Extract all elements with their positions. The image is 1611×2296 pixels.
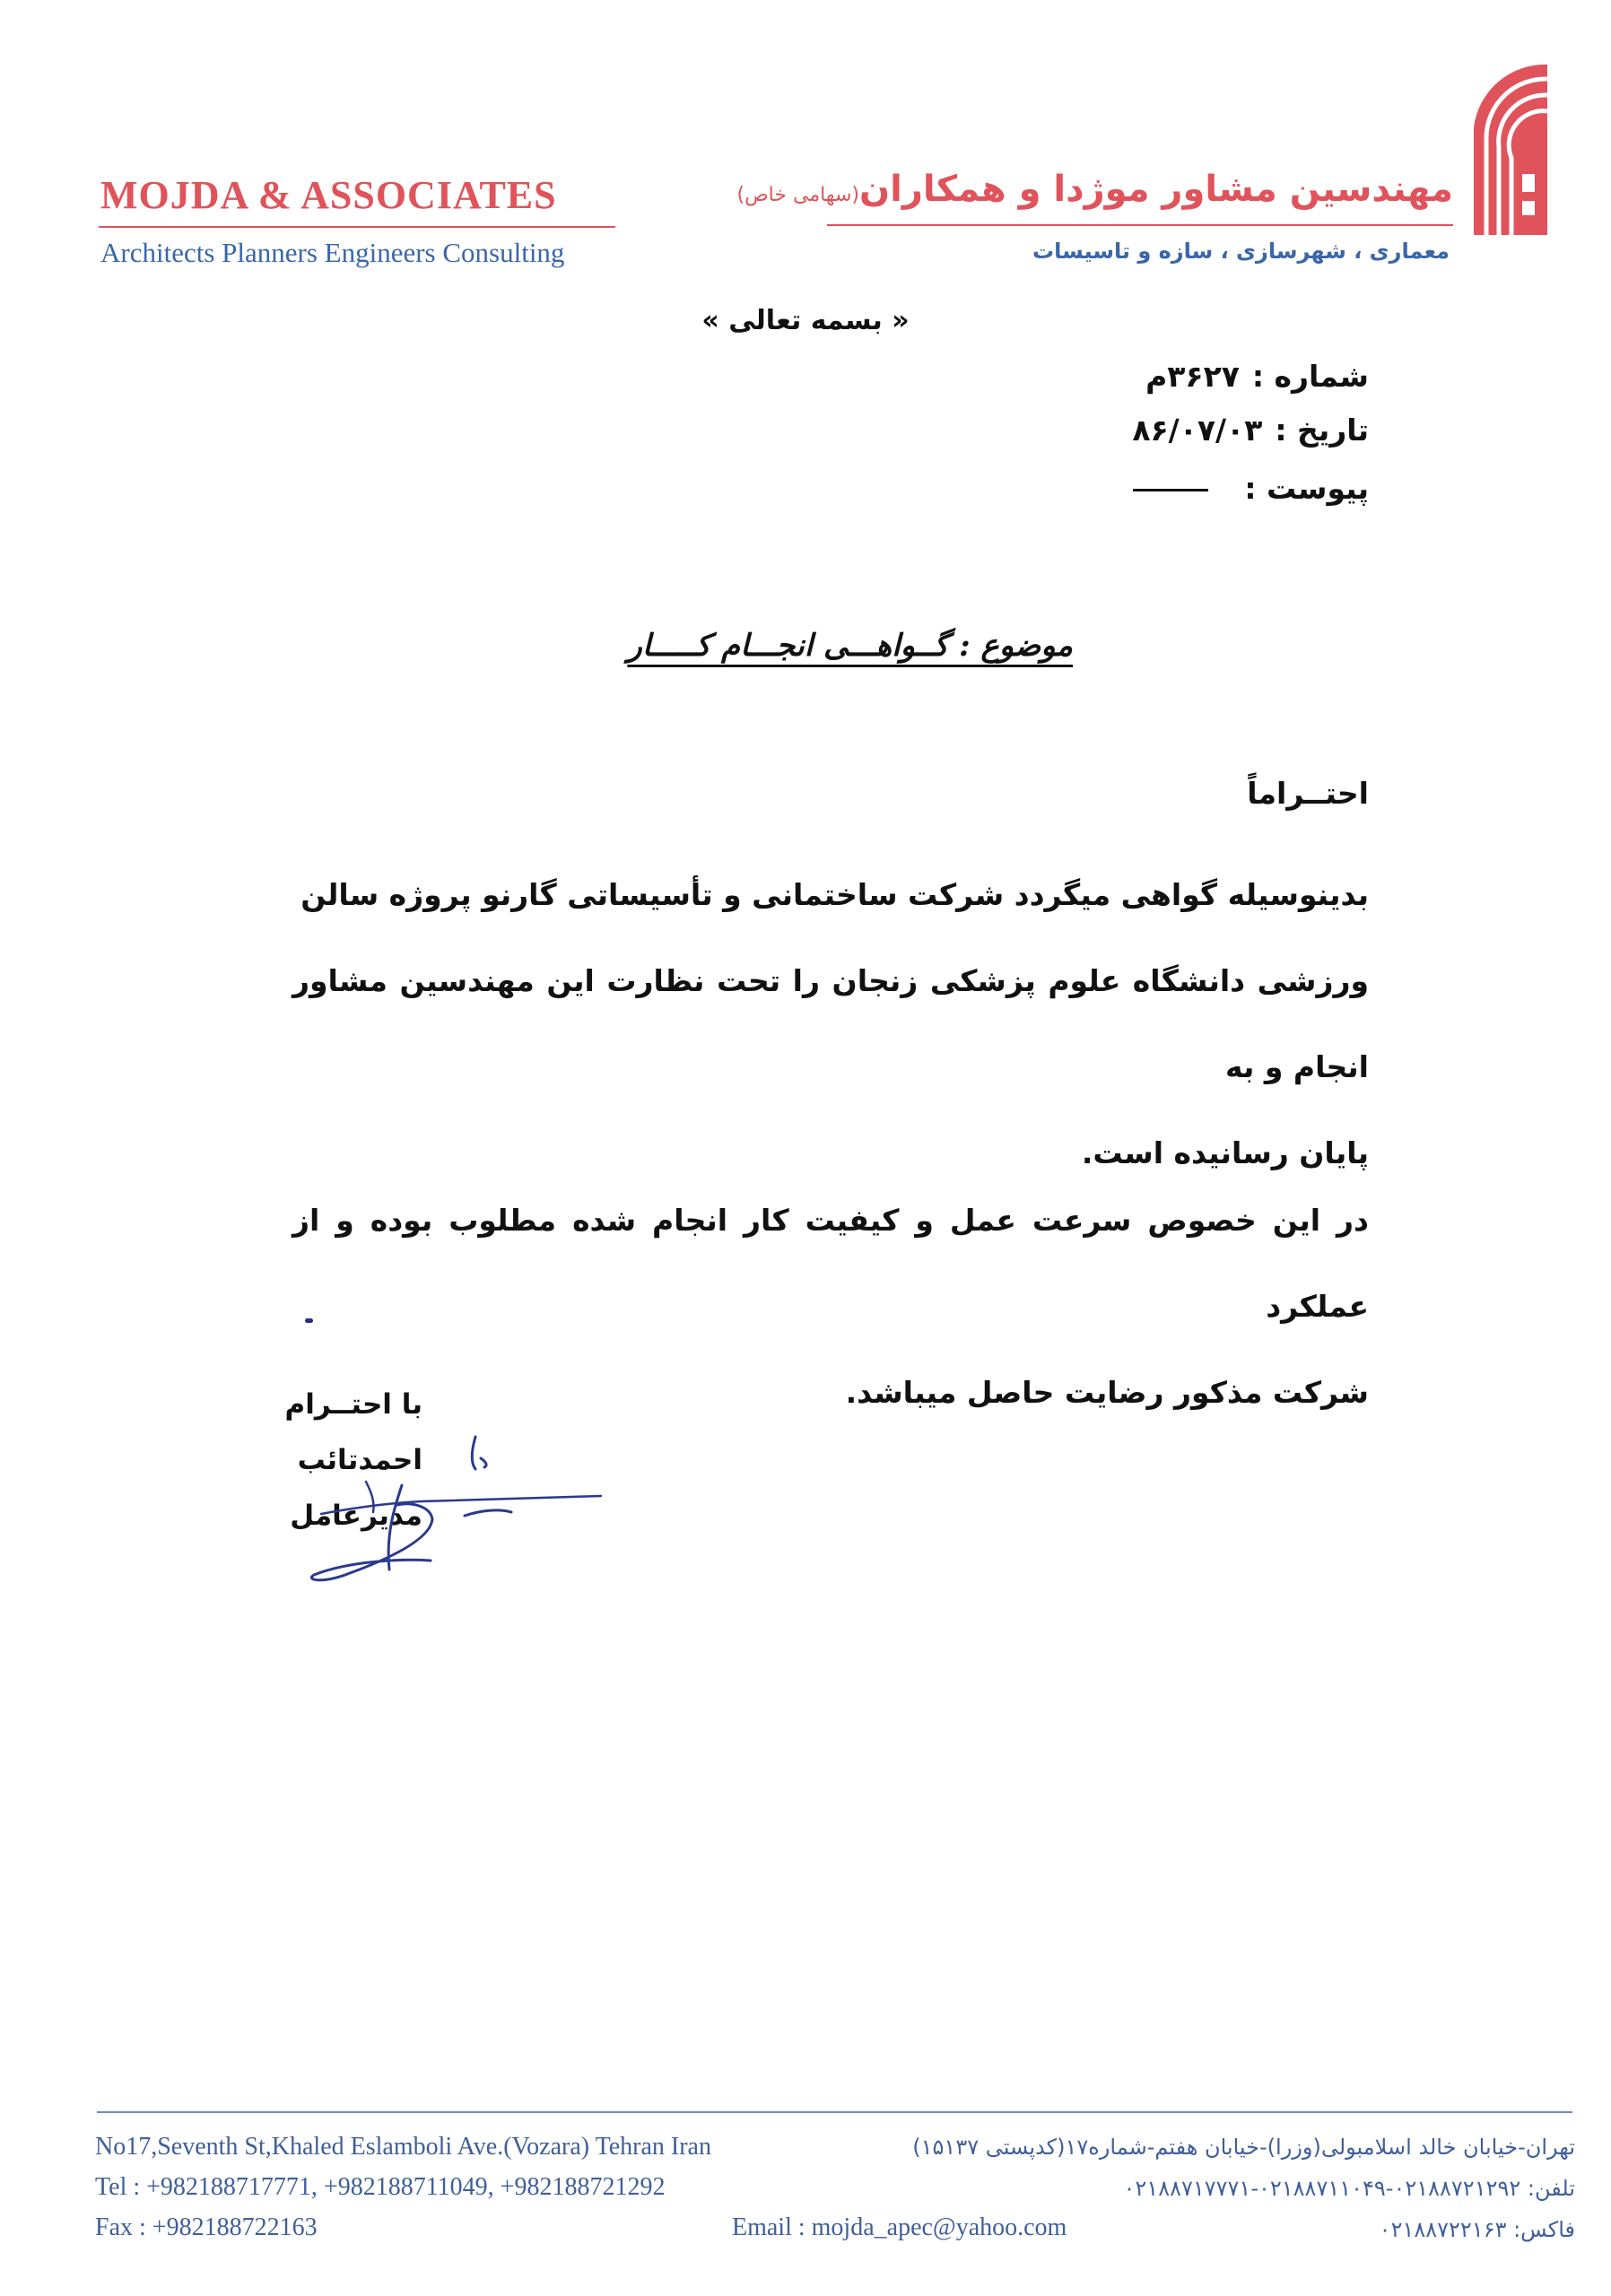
letter-date-value: ۸۶/۰۷/۰۳ [1132,413,1263,448]
footer-fax-en: Fax : +982188722163 [95,2213,318,2241]
letter-date-label: تاریخ : [1275,413,1369,448]
basmala: « بسمه تعالی » [701,305,910,336]
company-name-en: MOJDA & ASSOCIATES [100,173,557,217]
letter-number-label: شماره : [1251,359,1369,394]
footer-address-fa: تهران-خیابان خالد اسلامبولی(وزرا)-خیابان هفتم-شماره۱۷(کدپستی ۱۵۱۳۷) [912,2135,1575,2160]
header-divider-fa [827,224,1453,226]
attachment-none-dash [1133,489,1208,491]
salutation: احتــراماً [1247,776,1369,811]
signer-title: مدیرعامل [290,1500,422,1532]
header-divider-en [99,226,615,228]
footer-fax-fa: فاکس: ۰۲۱۸۸۷۲۲۱۶۳ [1379,2217,1575,2242]
paragraph-2-line: شرکت مذکور رضایت حاصل میباشد. [845,1375,1369,1410]
signer-name: احمدتائب [297,1444,422,1476]
footer-tel-en: Tel : +982188717771, +982188711049, +982188721292 [95,2173,666,2201]
company-logo-icon [1474,65,1547,235]
paragraph-1-line: بدینوسیله گواهی میگردد شرکت ساختمانی و تأسیساتی گارنو پروژه سالن [300,877,1369,912]
company-subtitle-en: Architects Planners Engineers Consulting [100,237,565,268]
closing-phrase: با احتــرام [284,1388,422,1421]
footer-address-en: No17,Seventh St,Khaled Eslamboli Ave.(Vozara) Tehran Iran [95,2133,711,2161]
letter-number-value: ۳۶۲۷م [1145,359,1240,394]
letter-attachment-line [1133,471,1369,506]
letter-attachment-label: پیوست : [1244,471,1369,506]
footer-email[interactable]: Email : mojda_apec@yahoo.com [732,2213,1067,2241]
handwritten-signature-icon [296,1426,619,1587]
footer-divider [97,2111,1572,2113]
paragraph-1-line: پایان رسانیده است. [1081,1135,1369,1170]
ink-mark [305,1318,313,1323]
paragraph-1-line: ورزشی دانشگاه علوم پزشکی زنجان را تحت نظارت این مهندسین مشاور انجام و به [292,963,1369,1084]
company-name-fa-text: مهندسین مشاور موژدا و همکاران [858,169,1453,210]
letter-number-line [1145,359,1369,394]
paragraph-2-line: در این خصوص سرعت عمل و کیفیت کار انجام شده مطلوب بوده و از عملکرد [292,1203,1369,1324]
company-subtitle-fa: معماری ، شهرسازی ، سازه و تاسیسات [1032,239,1450,264]
letter-subject: موضوع : گــواهـــی انجـــام کـــــار [627,628,1073,664]
footer-tel-fa: تلفن: ۰۲۱۸۸۷۲۱۲۹۲-۰۲۱۸۸۷۱۱۰۴۹-۰۲۱۸۸۷۱۷۷۷۱ [1123,2176,1575,2201]
body-paragraph-2 [292,1178,1369,1436]
body-paragraph-1 [292,852,1369,1196]
letter-date-line [1132,413,1369,448]
company-name-fa [737,169,1454,210]
company-type-fa: (سهامی خاص) [736,184,859,206]
